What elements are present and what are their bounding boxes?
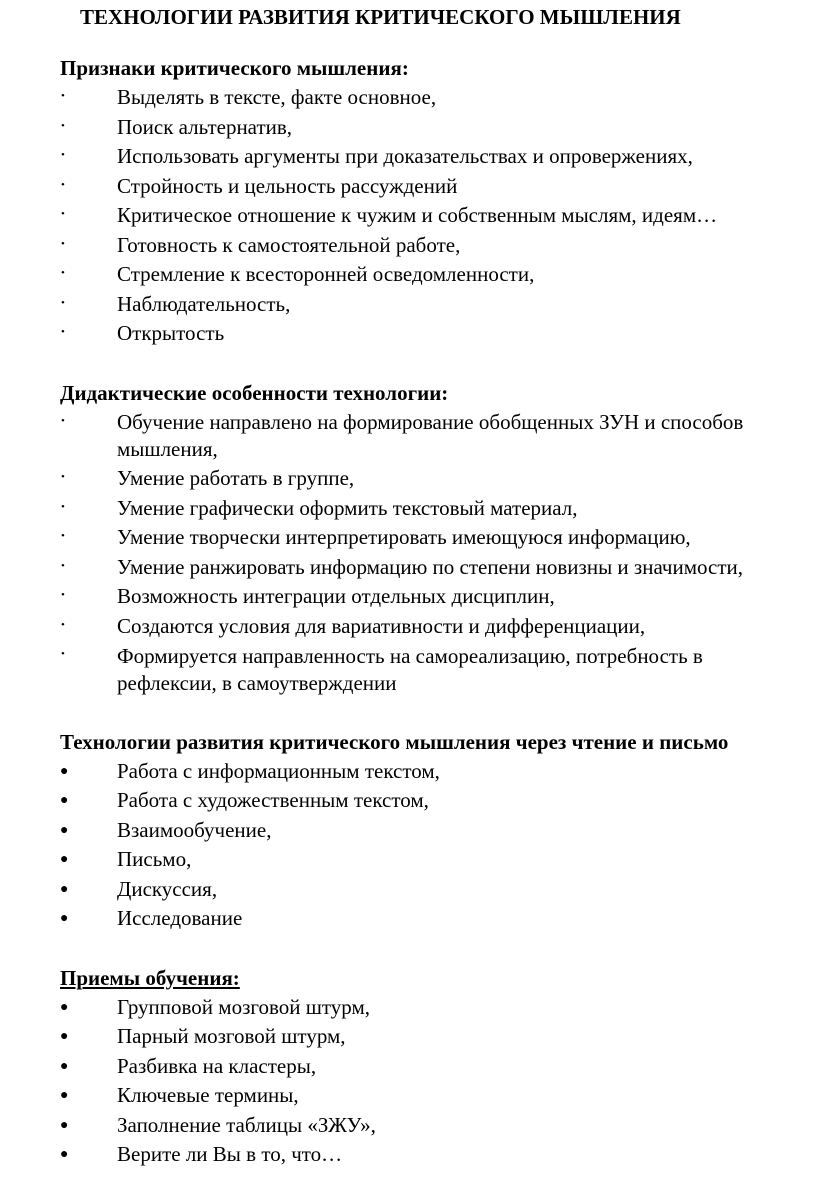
bullet-dot-icon [60, 83, 80, 114]
bullet-dot-icon [60, 172, 80, 203]
list-item: • Формируется направленность на самореализацию, потребность в рефлексии, в самоутверждении [60, 641, 806, 698]
list-item: ● Разбивка на кластеры, [60, 1052, 806, 1082]
list-item: ● Взаимообучение, [60, 816, 806, 846]
bullet-dot-icon [60, 113, 80, 144]
bullet-disc-icon [60, 904, 80, 934]
bullet-list [60, 83, 806, 349]
bullet-disc-icon [60, 1111, 80, 1141]
list-item: • Умение ранжировать информацию по степени новизны и значимости, [60, 553, 806, 583]
list-item: • Использовать аргументы при доказательствах и опровержениях, [60, 142, 806, 172]
bullet-dot-icon [60, 553, 80, 584]
bullet-dot-icon [60, 260, 80, 291]
list-item: ● Дискуссия, [60, 875, 806, 905]
bullet-dot-icon [60, 319, 80, 350]
list-item: • Возможность интеграции отдельных дисциплин, [60, 582, 806, 612]
bullet-dot-icon [60, 464, 80, 495]
list-item: • Наблюдательность, [60, 290, 806, 320]
list-item: • Критическое отношение к чужим и собственным мыслям, идеям… [60, 201, 806, 231]
bullet-list [60, 757, 806, 934]
list-item: • Поиск альтернатив, [60, 113, 806, 143]
list-item: ● Письмо, [60, 845, 806, 875]
list-item: ● Групповой мозговой штурм, [60, 993, 806, 1023]
list-item: • Создаются условия для вариативности и дифференциации, [60, 612, 806, 642]
list-item: • Открытость [60, 319, 806, 349]
bullet-dot-icon [60, 290, 80, 321]
section-methods [60, 964, 806, 1170]
list-item: • Выделять в тексте, факте основное, [60, 83, 806, 113]
list-item: ● Заполнение таблицы «ЗЖУ», [60, 1111, 806, 1141]
bullet-disc-icon [60, 845, 80, 875]
list-item: • Стройность и цельность рассуждений [60, 172, 806, 202]
bullet-list [60, 993, 806, 1170]
bullet-dot-icon [60, 142, 80, 173]
list-item: ● Работа с художественным текстом, [60, 786, 806, 816]
list-item: ● Ключевые термины, [60, 1081, 806, 1111]
section-signs [60, 54, 806, 349]
list-item: • Умение графически оформить текстовый материал, [60, 494, 806, 524]
bullet-dot-icon [60, 494, 80, 525]
list-item: ● Исследование [60, 904, 806, 934]
list-item: ● Парный мозговой штурм, [60, 1022, 806, 1052]
section-heading: Технологии развития критического мышления через чтение и письмо [60, 729, 729, 754]
list-item: • Стремление к всесторонней осведомленности, [60, 260, 806, 290]
section-didactic [60, 379, 806, 698]
section-reading-writing [60, 728, 806, 934]
section-heading: Приемы обучения: [60, 965, 240, 990]
section-heading: Дидактические особенности технологии: [60, 380, 449, 405]
bullet-dot-icon [60, 523, 80, 554]
list-item: • Готовность к самостоятельной работе, [60, 231, 806, 261]
bullet-dot-icon [60, 201, 80, 232]
bullet-disc-icon [60, 875, 80, 905]
bullet-disc-icon [60, 1081, 80, 1111]
bullet-dot-icon [60, 408, 80, 439]
bullet-disc-icon [60, 786, 80, 816]
list-item: • Обучение направлено на формирование обобщенных ЗУН и способов мышления, [60, 408, 806, 465]
bullet-disc-icon [60, 1052, 80, 1082]
bullet-disc-icon [60, 757, 80, 787]
bullet-dot-icon [60, 231, 80, 262]
bullet-dot-icon [60, 641, 80, 672]
list-item: • Умение работать в группе, [60, 464, 806, 494]
list-item: ● Верите ли Вы в то, что… [60, 1140, 806, 1170]
bullet-disc-icon [60, 1140, 80, 1170]
document-title: ТЕХНОЛОГИИ РАЗВИТИЯ КРИТИЧЕСКОГО МЫШЛЕНИЯ [80, 5, 681, 29]
bullet-disc-icon [60, 1022, 80, 1052]
bullet-dot-icon [60, 612, 80, 643]
bullet-dot-icon [60, 582, 80, 613]
bullet-list [60, 408, 806, 698]
bullet-disc-icon [60, 816, 80, 846]
section-heading: Признаки критического мышления: [60, 56, 409, 80]
bullet-disc-icon [60, 993, 80, 1023]
list-item: • Умение творчески интерпретировать имеющуюся информацию, [60, 523, 806, 553]
list-item: ● Работа с информационным текстом, [60, 757, 806, 787]
